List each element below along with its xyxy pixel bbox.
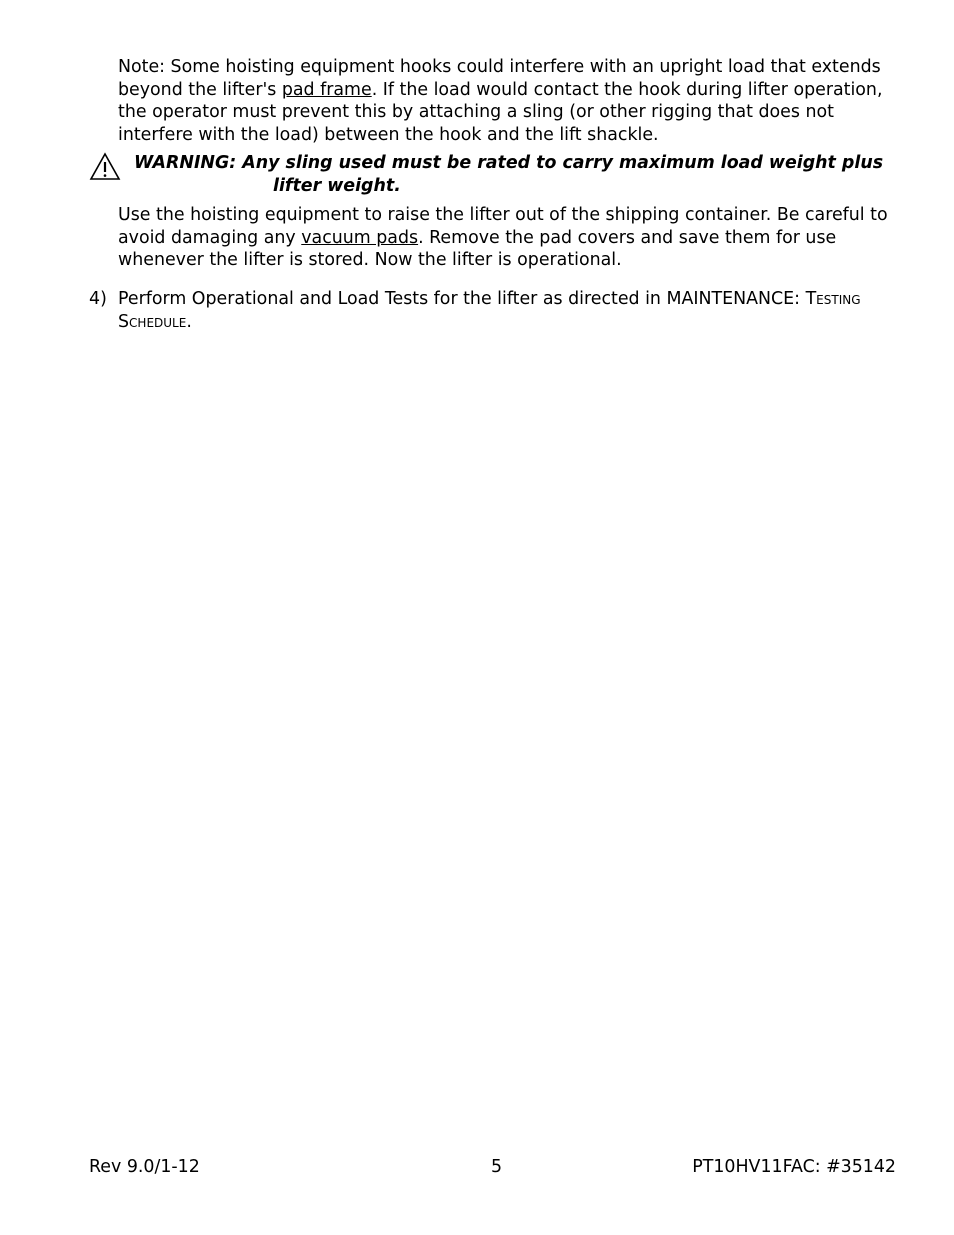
footer-document-id: PT10HV11FAC: #35142 [692,1157,896,1177]
note-paragraph [118,56,908,146]
testing-schedule-reference: Testing Schedule [118,289,861,332]
step-text-main: Perform Operational and Load Tests for the lifter as directed in MAINTENANCE: [118,289,806,309]
note-text-2: . If the load would contact the hook during lifter operation, the operator must prevent this by attaching a sling (or other rigging that does not interfere with the load) between the hook and the lift shackle. [118,79,883,145]
warning-triangle-icon [89,152,121,181]
note-text-1: Note: Some hoisting equipment hooks could interfere with an upright load that extends beyond the lifter's [118,57,881,100]
instructions-paragraph [118,204,908,272]
footer-revision: Rev 9.0/1-12 [89,1157,200,1177]
footer-page-number: 5 [491,1157,503,1177]
step-number: 4) [89,289,107,309]
warning-line-1: WARNING: Any sling used must be rated to carry maximum load weight plus [134,153,884,173]
step-text-end: . [186,311,192,332]
instructions-text-1: Use the hoisting equipment to raise the lifter out of the shipping container. Be careful to avoid damaging any [118,205,888,248]
instructions-text-2: . Remove the pad covers and save them for use whenever the lifter is stored. Now the lifter is operational. [118,227,837,270]
warning-line-2: lifter weight. [273,175,401,196]
step-text [118,288,908,333]
warning-message [134,152,914,197]
pad-frame-link[interactable]: pad frame [281,79,372,100]
vacuum-pads-link[interactable]: vacuum pads [301,227,419,248]
